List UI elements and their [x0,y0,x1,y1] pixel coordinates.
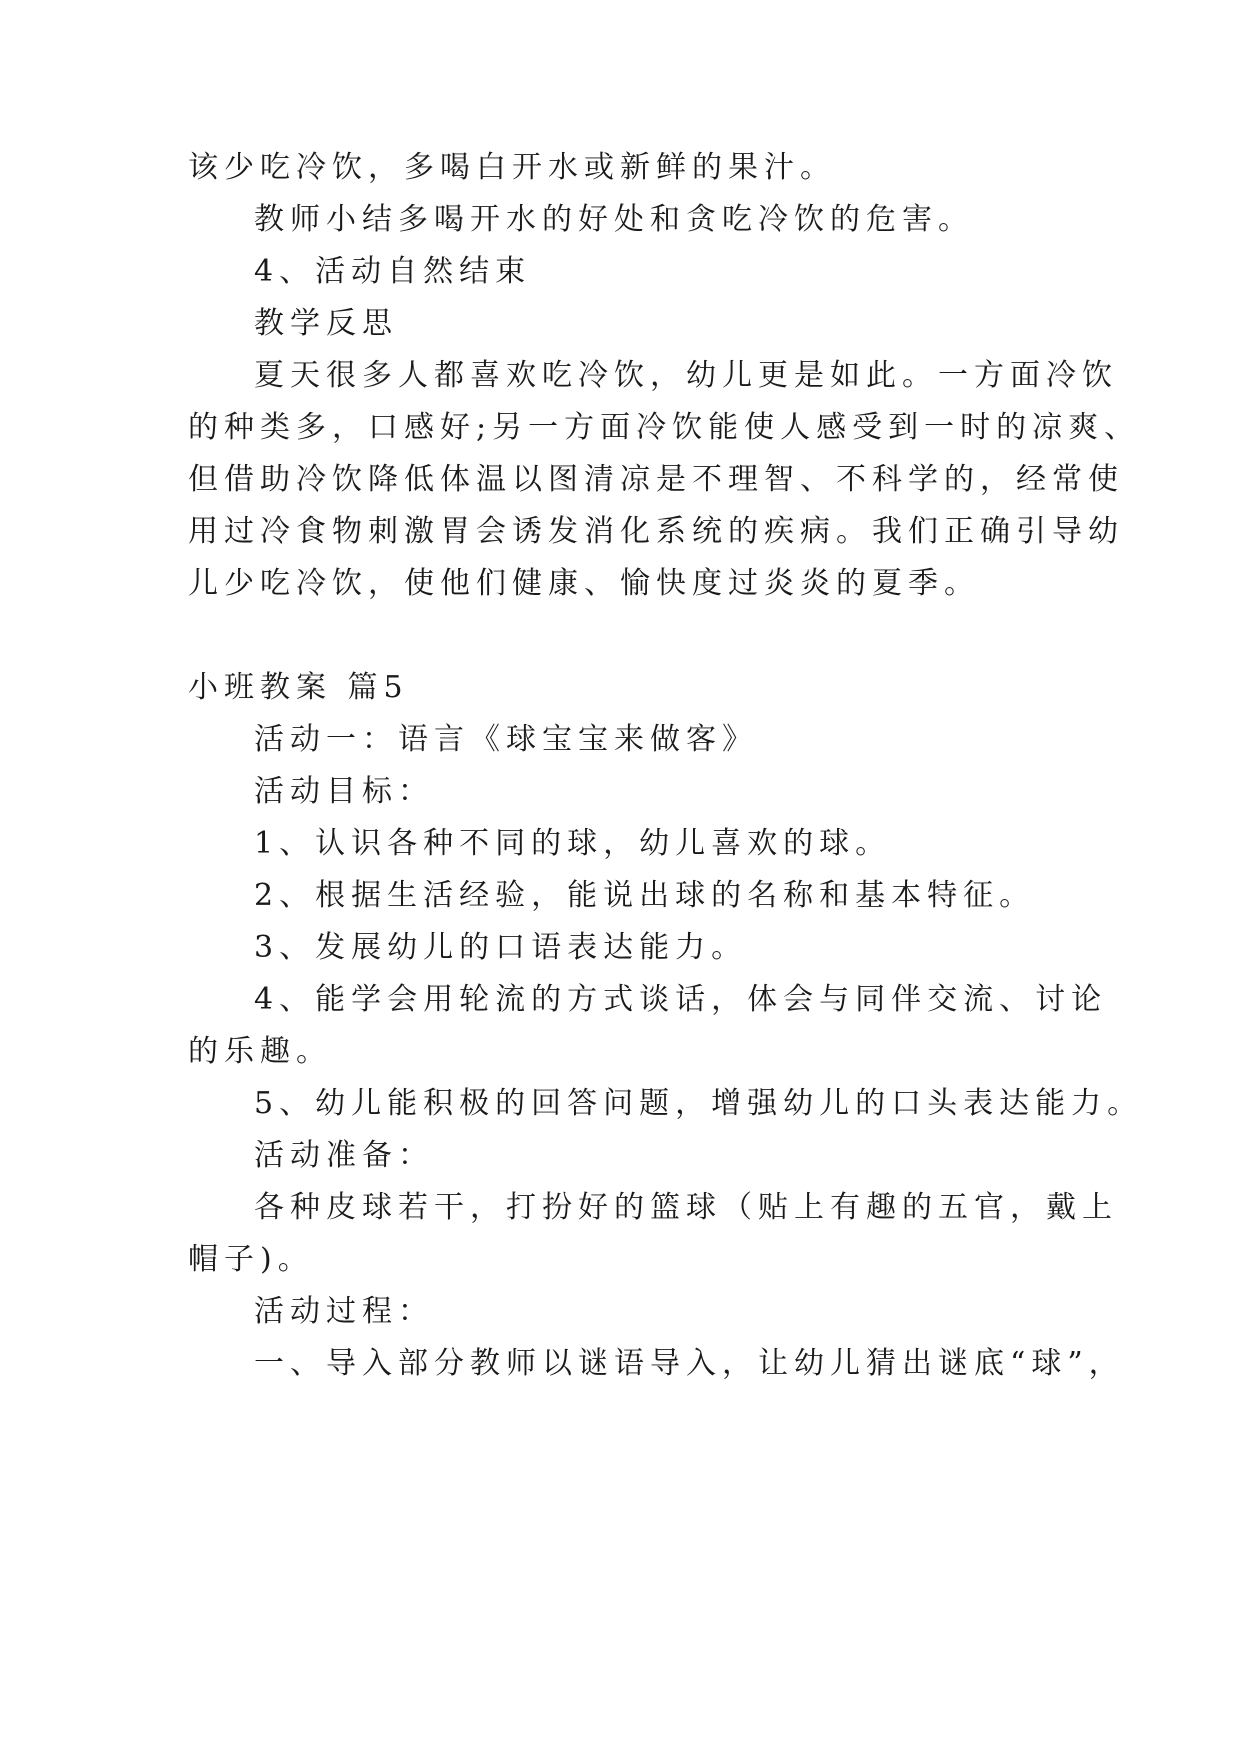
text-line: 活动一：语言《球宝宝来做客》 [254,722,758,757]
text-line: 夏天很多人都喜欢吃冷饮，幼儿更是如此。一方面冷饮 [254,358,1118,393]
text-line: 但借助冷饮降低体温以图清凉是不理智、不科学的，经常使 [188,462,1124,497]
text-line: 儿少吃冷饮，使他们健康、愉快度过炎炎的夏季。 [188,566,980,601]
text-line: 各种皮球若干，打扮好的篮球（贴上有趣的五官，戴上 [254,1190,1118,1225]
list-item: 5、幼儿能积极的回答问题，增强幼儿的口头表达能力。 [254,1086,1144,1121]
list-item: 4、能学会用轮流的方式谈话，体会与同伴交流、讨论 [254,982,1108,1017]
text-line: 4、活动自然结束 [254,254,532,289]
text-line: 一、导入部分教师以谜语导入，让幼儿猜出谜底“球”， [254,1346,1125,1381]
text-line: 的乐趣。 [188,1034,332,1069]
list-item: 3、发展幼儿的口语表达能力。 [254,930,748,965]
text-line: 该少吃冷饮，多喝白开水或新鲜的果汁。 [188,150,836,185]
text-line: 的种类多，口感好;另一方面冷饮能使人感受到一时的凉爽、 [188,410,1141,445]
section-heading: 活动目标： [254,774,434,809]
section-heading: 活动准备： [254,1138,434,1173]
text-line: 用过冷食物刺激胃会诱发消化系统的疾病。我们正确引导幼 [188,514,1124,549]
text-line: 帽子)。 [188,1242,314,1277]
section-heading: 活动过程： [254,1294,434,1329]
chapter-title: 小班教案 篇5 [188,670,409,705]
list-item: 2、根据生活经验，能说出球的名称和基本特征。 [254,878,1036,913]
section-heading: 教学反思 [254,306,398,341]
text-line: 教师小结多喝开水的好处和贪吃冷饮的危害。 [254,202,974,237]
list-item: 1、认识各种不同的球，幼儿喜欢的球。 [254,826,892,861]
